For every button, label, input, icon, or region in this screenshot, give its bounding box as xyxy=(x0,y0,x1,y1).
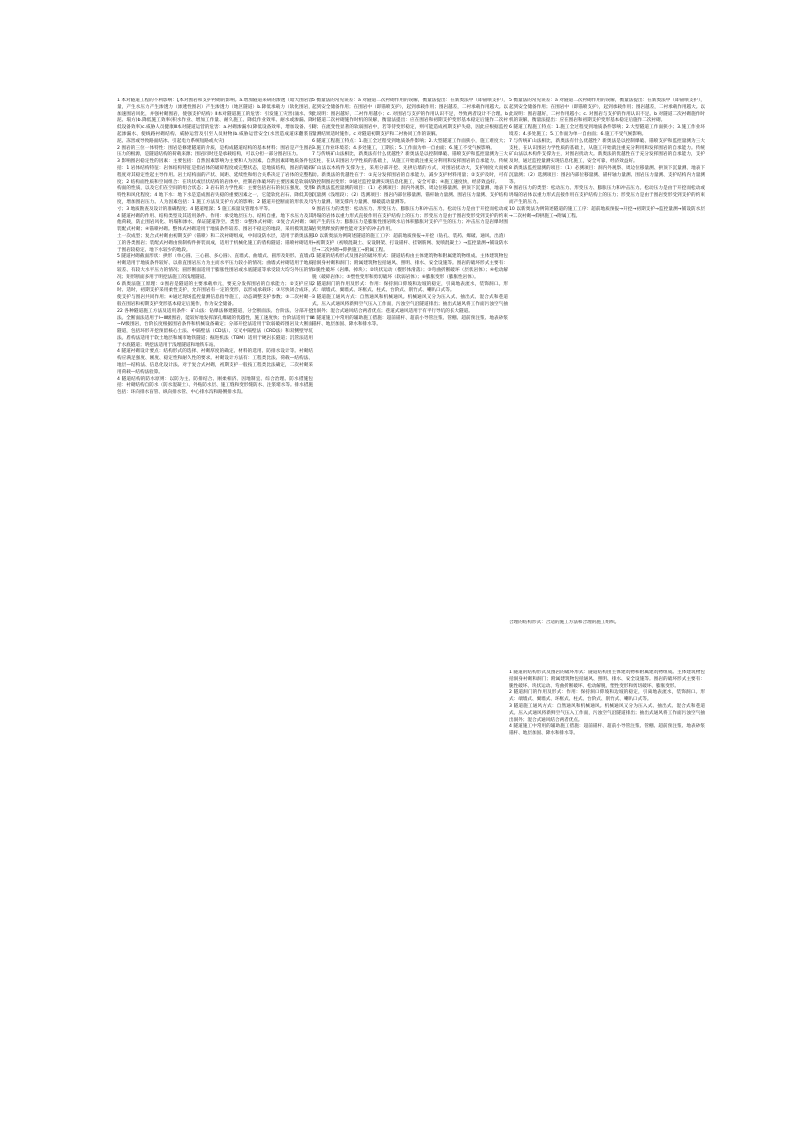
paragraph: 1 隧道的结构形式及围岩的破坏形式：隧道结构由主体建筑物和附属建筑物组成。主体建筑物包括洞身衬砌和洞门；附属建筑物包括通风、照明、排水、安全设施等。围岩的破坏形式主要有：①脆性破坏（岩爆、掉块）；②块状运动（楔形体滑落）；③弯曲折断破坏（层状岩体）；④松动解脱（破碎岩体）；⑤塑性变形和剪切破坏（软弱岩体）；⑥膨胀变形（膨胀性岩体）。 xyxy=(312,254,508,280)
text-column-right xyxy=(509,98,705,618)
paragraph: 2 隧道洞门的作用及形式：作用：保持洞口仰坡和边坡的稳定，引离地表流水，装饰洞口。形式：端墙式、翼墙式、环框式、柱式、台阶式、削竹式、喇叭口式等。 xyxy=(509,690,705,703)
paragraph: 4 隧道结构的防水原则：以防为主、防排结合、刚柔相济、因地制宜、综合治理。防水措施包括：衬砌结构自防水（防水混凝土）、外贴防水层、施工缝和变形缝防水、注浆堵水等。排水措施包括：环向排水盲管、纵向排水管、中心排水沟和路侧排水沟。 xyxy=(117,376,313,396)
paragraph: 2 隧道洞门的作用及形式：作用：保持洞口仰坡和边坡的稳定，引离地表流水，装饰洞口。形式：端墙式、翼墙式、环框式、柱式、台阶式、削竹式、喇叭口式等。 xyxy=(312,281,508,294)
paragraph: 3 影响围岩稳定性的因素：主要包括：自然因素影响为主要和人为因素。自然因素即地质条件包括：1 岩体结构特征：岩体结构特征是指岩体的破碎程度或完整状态，是地质结构，围岩的破碎程度对其稳定性起主导作用。岩土结构面的产状、间距、延续性和组合关系决定了岩体的完整程度；2 结构面性质和空间组合：在块状或层状结构的岩体中，控制岩体破坏的主要因素是软弱结构面的性质，以及它们在空间的组合状态；3 岩石的力学性质：主要包括岩石的抗压强度、变形特性和风化程度；4 地下水：地下水是造成围岩失稳的重要因素之一，它能软化岩石、降低其强度，增加围岩压力。人为因素包括：1 施工方法及支护方式的影响；2 隧道开挖断面的形状及尺寸；3 地质勘查及设计的准确程度；4 隧道埋深；5 施工质量及管理水平等。 xyxy=(117,159,313,212)
text-column-right-note xyxy=(509,620,705,670)
paragraph: 8 新奥法监控量测的项目：（1）必测项目：洞内外观察、周边位移量测、拱顶下沉量测、地表下沉量测；（2）选测项目：围岩内部位移量测、锚杆轴力量测、围岩压力量测、支护结构内力量测等。 xyxy=(509,165,705,185)
paragraph: 6 隧道工程施工特点：1.施工全过程受到地质条件影响；2.大型隧道工作面狭小，施工难度大；3.施工作业环境差；4.多处施工，工期长；5.工作面为单一自由面；6.施工不受气候影响。 xyxy=(312,138,508,151)
text-column-right-lower xyxy=(509,670,705,1090)
paragraph: 2 围岩的三位一体特性：围岩是修建隧道的介质，是构成隧道结构的基本材料；围岩是产生围岩压力的根源，是隧道结构的荷载来源；围岩同时还是承载结构，可以分担一部分围岩压力。 xyxy=(117,145,313,158)
paragraph: 1 本对隧道工程的不利影响：【本对围岩和支护衬砌的影响。a.增加隧道来研的渗透（暗大围岩容量，产生水压力产生渗透力（渗透性围岩）产生渗透力（地区隧道）b.降低承载力（软化围岩，加速围岩风化，并强衬砌围岩，使强支护结构）Ⅱ本对隧道施工的危害：引发施工灾害(涌水、突泥、塌方)b.降低施工效率(积水作业、增加工作量、耐久施工、降低作业效率、耐水或渗漏、降低设备效率)c.威胁人员健康Ⅲ本对隧道运营的危害：a.衬砌渗漏水(降低设备效率，增加设备、引起渗漏水、使线路衬砌结构、威胁运营及引至人员财物)b.威胁运营安全(水害造成道床翻浆冒泥、冻害或导致路面结冰、引起电力系统短路或火灾) xyxy=(117,98,313,144)
paragraph: 6 新奥法施工原理：①围岩是隧道的主要承载单元，要充分发挥围岩的自承能力；②支护应及时、适时，初期支护采用柔性支护，允许围岩有一定的变形，以形成承载环；③尽快闭合成环，使支护与围岩共同作用；④通过现场监控量测信息指导施工，动态调整支护参数；⑤二次衬砌一般在围岩和初期支护变形基本稳定后施作，作为安全储备。 xyxy=(117,281,313,307)
paragraph: 4 隧道施工中常用的辅助施工措施：超前锚杆、超前小导管注浆、管棚、超前预注浆、地表砂浆锚杆、地层加固、降水和排水等。 xyxy=(312,315,508,328)
paragraph: 7 与传统矿山法相比，新奥法有什么优越性？新奥法是以控制爆破、锚喷支护和监控量测为三大支柱，在认识围岩力学性质的基础上，从施工开始就注重充分利用和发挥围岩的自承能力。传统矿山法以木构件支撑为主，采用分部开挖、先拱后墙的方式，对围岩扰动大，支护刚度大而被动。新奥法的优越性在于：①充分发挥围岩的自承能力，减少支护材料用量；②支护及时，可有效控制围岩变形；③通过监控量测实现信息化施工，安全可靠；④施工速度快，经济效益好。 xyxy=(312,152,508,185)
paragraph: 4 隧道衬砌设计要点：结构形式的选择、衬砌厚度的确定、材料的选用、防排水设计等。衬砌结构应满足强度、刚度、稳定性和耐久性的要求。衬砌设计方法有：工程类比法、荷载—结构法、地层—结构法、信息化设计法。对于复合式衬砌，初期支护一般按工程类比法确定，二次衬砌采用荷载—结构法验算。 xyxy=(117,349,313,375)
paragraph: 6 隧道工程施工特点：1.施工全过程受到地质条件影响；2.大型隧道工作面狭小；3.施工作业环境差；4.多处施工；5.工作面为单一自由面；6.施工不受气候影响。 xyxy=(509,125,705,137)
paragraph: 22 各种隧道施工方法及适用条件：矿山法：钻爆法修建隧道，分全断面法、台阶法、分部开挖法。全断面法适用于Ⅰ~Ⅲ级围岩，能较好地发挥深孔爆破的优越性，施工速度快；台阶法适用于Ⅲ~Ⅳ级围岩，台阶长度根据围岩条件和机械设备确定；分部开挖法适用于软弱破碎围岩及大断面隧道，包括环形开挖预留核心土法、中隔壁法（CD法）、交叉中隔壁法（CRD法）和双侧壁导坑法。盾构法适用于软土地层和城市地铁隧道；掘进机法（TBM）适用于硬岩长隧道；沉管法适用于水底隧道；明挖法适用于浅埋隧道和地铁车站。 xyxy=(117,308,313,348)
paragraph: 合理的结构形式：合适的施工方法和合理的施工组织。 xyxy=(509,620,620,625)
paragraph: 10 以新奥法为例简述隧道的施工工序：超前地质预报→开挖（钻孔、装药、爆破、通风、出渣）→初期支护（初喷混凝土、安设钢架、打设锚杆、挂钢筋网、复喷混凝土）→监控量测→铺设防水层→二次衬砌→仰拱施工→附属工程。 xyxy=(312,233,508,253)
paragraph: 7 与传统矿山法相比，新奥法有什么优越性？新奥法是以控制爆破、锚喷支护和监控量测为三大支柱，在认识围岩力学性质的基础上，从施工开始就注重充分利用和发挥围岩的自承能力。传统矿山法以木构件支撑为主，对围岩扰动大。新奥法的优越性在于充分发挥围岩的自承能力，支护及时，通过监控量测实现信息化施工，安全可靠，经济效益好。 xyxy=(509,138,705,165)
paragraph: 1 隧道的结构形式及围岩的破坏形式：隧道结构由主体建筑物和附属建筑物组成。主体建筑物包括洞身衬砌和洞门；附属建筑物包括通风、照明、排水、安全设施等。围岩的破坏形式主要有：脆性破坏、块状运动、弯曲折断破坏、松动解脱、塑性变形和剪切破坏、膨胀变形。 xyxy=(509,670,705,689)
paragraph: 4 隧道施工中常用的辅助施工措施：超前锚杆、超前小导管注浆、管棚、超前预注浆、地表砂浆锚杆、地层加固、降水和排水等。 xyxy=(509,724,705,737)
text-column-middle xyxy=(312,98,508,758)
paragraph: 5 隧道衬砌截面形状：拱形（单心圆、三心圆、多心圆）、直墙式、曲墙式、圆形及矩形。直墙式衬砌适用于地质条件较好、以垂直围岩压力为主而水平压力较小的情况；曲墙式衬砌适用于地质较差、有较大水平压力的情况；圆形断面适用于膨胀性围岩或水底隧道等承受较大均匀外压的情况；矩形断面多用于明挖法施工的浅埋隧道。 xyxy=(117,254,313,280)
paragraph: 8 新奥法监控量测的项目：（1）必测项目：洞内外观察、周边位移量测、拱顶下沉量测、地表下沉量测（浅埋段）；（2）选测项目：围岩内部位移量测、锚杆轴力量测、围岩压力量测、支护结构内力量测、钢支撑内力量测、爆破震动量测等。 xyxy=(312,186,508,205)
paragraph: 5 衡量法的常见误差：a 对隧道二次衬砌作用的误解，衡量法提出：在新奥法中（即锚喷支护），起到安全储备作用；在围岩中（即锚喷支护），起到承载作用；围岩越差，二衬承载作用越大。以此说明：围岩越好，二衬作用越小；c. 对围岩与支护的作用认识不足。b 对隧道二次衬砌施作时机的误解，衡量法提出：应在围岩和初期支护变形基本稳定后施作二次衬砌。 xyxy=(509,98,705,124)
paragraph: 3 隧道施工通风方式：自然通风和机械通风。机械通风又分为压入式、抽出式、混合式和巷道式。压入式通风将新鲜空气压入工作面，污浊空气沿隧道排出；抽出式通风将工作面污浊空气抽出洞外；混合式通风结合两者优点；巷道式通风适用于有平行导坑的长大隧道。 xyxy=(312,295,508,314)
paragraph: 5 衡量法的常见误差：a 对隧道二次衬砌作用的误解，衡量法提出：在新奥法中（即锚喷支护），起到安全储备作用；在围岩中（即锚喷支护），起到承载作用；围岩越差，二衬承载作用越大。以此说明：围岩越好，二衬作用越小；c. 对围岩与支护的作用认识不足，导致两者设计不合理。b 对隧道二次衬砌施作时机的误解，衡量法提出：应在围岩和初期支护变形基本稳定后施作二次衬砌；在流变性显著的软弱围岩中，若等待变形稳定，则可能造成初期支护失稳，因此应根据监控量测结果适时施作。c 对隧道初期支护和二衬协同工作的误解。 xyxy=(312,98,508,137)
paragraph: 9 围岩压力的类型：松动压力、形变压力、膨胀压力和冲击压力。松动压力是由于开挖而松动或坍塌的岩体以重力形式直接作用在支护结构上的压力；形变压力是由于围岩变形受到支护的约束而产生的压力；膨胀压力是膨胀性围岩吸水后体积膨胀对支护产生的压力；冲击压力是岩爆时围岩突然释放的弹性能对支护的冲击作用。 xyxy=(312,206,508,233)
paragraph: 9 围岩压力的类型：松动压力、形变压力、膨胀压力和冲击压力。松动压力是由于开挖而松动或坍塌的岩体以重力形式直接作用在支护结构上的压力；形变压力是由于围岩变形受到支护的约束而产生的压力。 xyxy=(509,186,705,205)
paragraph: 10 以新奥法为例简述隧道的施工工序：超前地质预报→开挖→初期支护→监控量测→铺设防水层→二次衬砌→仰拱施工→附属工程。 xyxy=(509,206,705,219)
paragraph: 4 隧道衬砌的作用、结构类型及其适用条件。作用：承受地层压力、结构自重、地下水压力及其他荷载，防止围岩风化、坍塌和渗水，保证隧道净空。类型：①整体式衬砌；②复合式衬砌；③装配式衬砌；④锚喷衬砌。整体式衬砌适用于地质条件较差、围岩不稳定的地段，采用模筑混凝土一次成型；复合式衬砌由初期支护（锚喷）和二次衬砌组成，中间设防水层，适用于新奥法施工的各类围岩；装配式衬砌由预制构件拼装而成，适用于机械化施工的盾构隧道；锚喷衬砌适用于围岩较稳定、地下水较少的地段。 xyxy=(117,213,313,253)
text-column-left xyxy=(117,98,313,1048)
paragraph: 3 隧道施工通风方式：自然通风和机械通风。机械通风又分为压入式、抽出式、混合式和巷道式。压入式通风将新鲜空气压入工作面，污浊空气沿隧道排出；抽出式通风将工作面污浊空气抽出洞外；混合式通风结合两者优点。 xyxy=(509,703,705,723)
